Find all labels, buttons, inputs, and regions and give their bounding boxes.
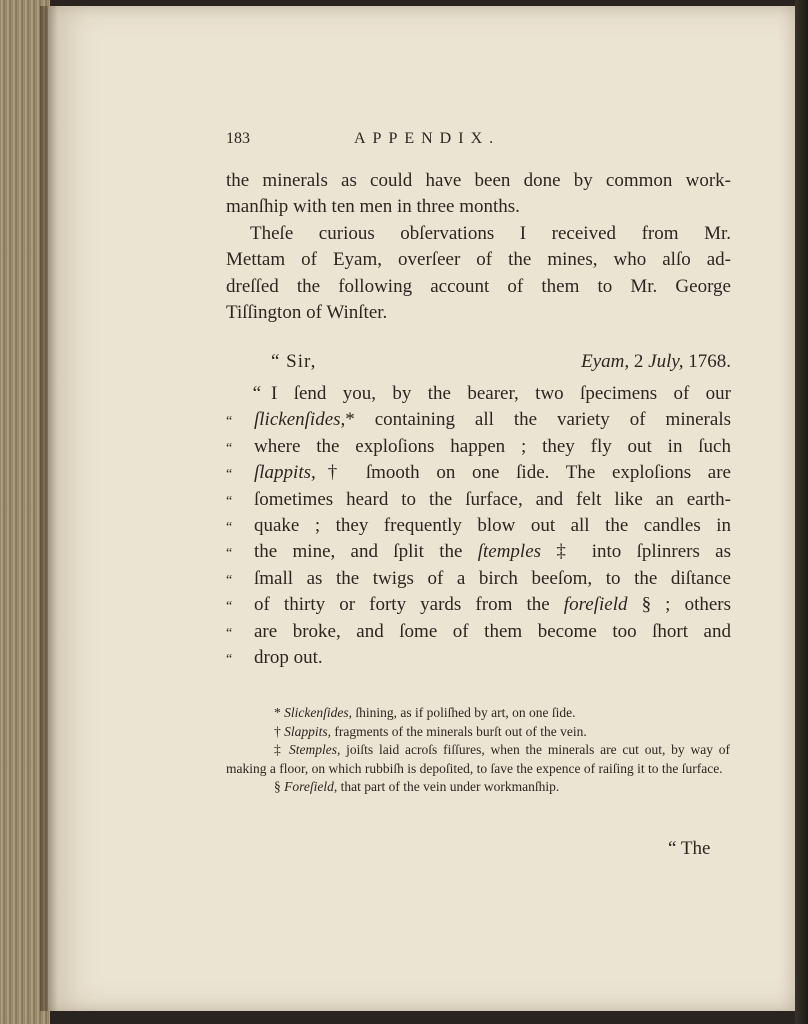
footnote-text: fragments of the minerals burſt out of the vein. xyxy=(331,723,587,739)
footnote-term: Stemples, xyxy=(289,742,341,757)
term-foresield: foreſield xyxy=(563,594,628,616)
letter-text: drop out. xyxy=(254,646,323,668)
footnote xyxy=(274,704,730,723)
letter-text xyxy=(254,539,731,565)
quote-mark: “ xyxy=(226,440,233,456)
letter-text-rest: into ſplinrers as xyxy=(576,541,732,563)
right-edge xyxy=(795,0,808,1024)
letter-line xyxy=(226,513,731,539)
body-text xyxy=(226,168,731,326)
letter-text-pre: the mine, and ſplit the xyxy=(254,541,478,563)
letter-text-rest: containing all the variety of minerals xyxy=(354,409,731,431)
text-line: Tiſſington of Winſter. xyxy=(226,302,388,324)
date-year: 1768. xyxy=(688,351,731,372)
letter-text: where the exploſions happen ; they fly out in ſuch xyxy=(254,435,731,457)
quote-mark: “ xyxy=(226,519,233,535)
text-line: the minerals as could have been done by common work- xyxy=(226,170,731,191)
letter-body xyxy=(226,381,731,671)
date-month: July, xyxy=(648,351,684,372)
letter-text: I ſend you, by the bearer, two ſpecimens of our xyxy=(271,383,731,404)
footnote-mark: § xyxy=(274,779,281,794)
letter-text: quake ; they frequently blow out all the candles in xyxy=(254,514,731,536)
letter-line xyxy=(226,434,731,460)
letter-text xyxy=(254,460,731,486)
text-line: dreſſed the following account of them to Mr. George xyxy=(226,275,731,297)
page-header xyxy=(226,130,746,154)
letter-line xyxy=(226,566,731,592)
page-number: 183 xyxy=(226,130,250,147)
letter-line xyxy=(226,407,731,433)
footnote-ref: § xyxy=(627,594,652,616)
footnote-term: Foreſield, xyxy=(284,779,338,794)
footnote-term: Slickenſides, xyxy=(284,705,352,720)
text-line: manſhip with ten men in three months. xyxy=(226,196,520,218)
running-head: APPENDIX. xyxy=(354,130,501,147)
place: Eyam, xyxy=(581,351,630,372)
spine-shadow xyxy=(40,6,58,1011)
letter-line xyxy=(226,539,731,565)
footnote-mark: † xyxy=(274,723,281,739)
letter-line xyxy=(226,592,731,618)
footnote xyxy=(226,741,730,778)
quote-mark: “ xyxy=(226,414,233,430)
text-line: Theſe curious obſervations I received from Mr. xyxy=(250,222,731,244)
term-slappits: ſlappits, xyxy=(254,462,316,484)
quote-mark: “ xyxy=(226,467,233,483)
footnote-ref: † xyxy=(315,462,350,484)
letter-text-pre: of thirty or forty yards from the xyxy=(254,594,564,616)
footnote-term: Slappits, xyxy=(284,723,332,739)
footnote-text: ſhining, as if poliſhed by art, on one ſide. xyxy=(351,705,576,720)
letter-text-rest: ſmooth on one ſide. The exploſions are xyxy=(349,462,731,484)
footnote-text: that part of the vein under workmanſhip. xyxy=(337,779,560,794)
letter-text xyxy=(254,407,731,433)
catchword: “ The xyxy=(668,838,711,859)
letter-text-rest: ; others xyxy=(651,594,731,616)
letter-text xyxy=(254,592,731,618)
letter-line xyxy=(226,460,731,486)
letter-text: ſmall as the twigs of a birch beeſom, to the diſtance xyxy=(254,567,731,589)
footnote-ref: ‡ xyxy=(541,541,577,563)
footnote-text: joiſts laid acroſs fiſſures, when the minerals are cut out, by way of making a floor, on which rubbiſh is depoſited, to ſave the expence of raiſing it to the ſurface. xyxy=(226,742,731,776)
footnotes xyxy=(226,704,731,797)
letter-line xyxy=(226,487,731,513)
quote-mark: “ xyxy=(226,546,233,562)
letter-text: are broke, and ſome of them become too ſhort and xyxy=(254,620,731,642)
quote-mark: “ xyxy=(226,493,233,509)
greeting: “ Sir, xyxy=(271,351,317,372)
letter-date xyxy=(581,351,731,373)
footnote-mark: ‡ xyxy=(274,742,284,757)
letter-line xyxy=(226,645,731,671)
letter-line xyxy=(226,381,731,407)
quote-mark: “ xyxy=(226,572,233,588)
letter-text: ſometimes heard to the ſurface, and felt like an earth- xyxy=(254,488,731,510)
footnote-mark: * xyxy=(274,705,281,720)
footnote-ref: * xyxy=(345,409,355,431)
term-stemples: ſtemples xyxy=(477,541,542,563)
quote-mark: “ xyxy=(226,599,233,615)
text-line: Mettam of Eyam, overſeer of the mines, who alſo ad- xyxy=(226,249,731,271)
quote-mark: “ xyxy=(226,625,233,641)
term-slickensides: ſlickenſides, xyxy=(254,409,346,431)
footnote xyxy=(274,778,730,797)
letter-salutation xyxy=(226,351,731,377)
letter-line xyxy=(226,619,731,645)
date-day: 2 xyxy=(633,351,644,372)
footnote xyxy=(274,723,730,742)
quote-mark: “ xyxy=(252,383,261,404)
quote-mark: “ xyxy=(226,651,233,667)
book-page xyxy=(48,6,795,1011)
